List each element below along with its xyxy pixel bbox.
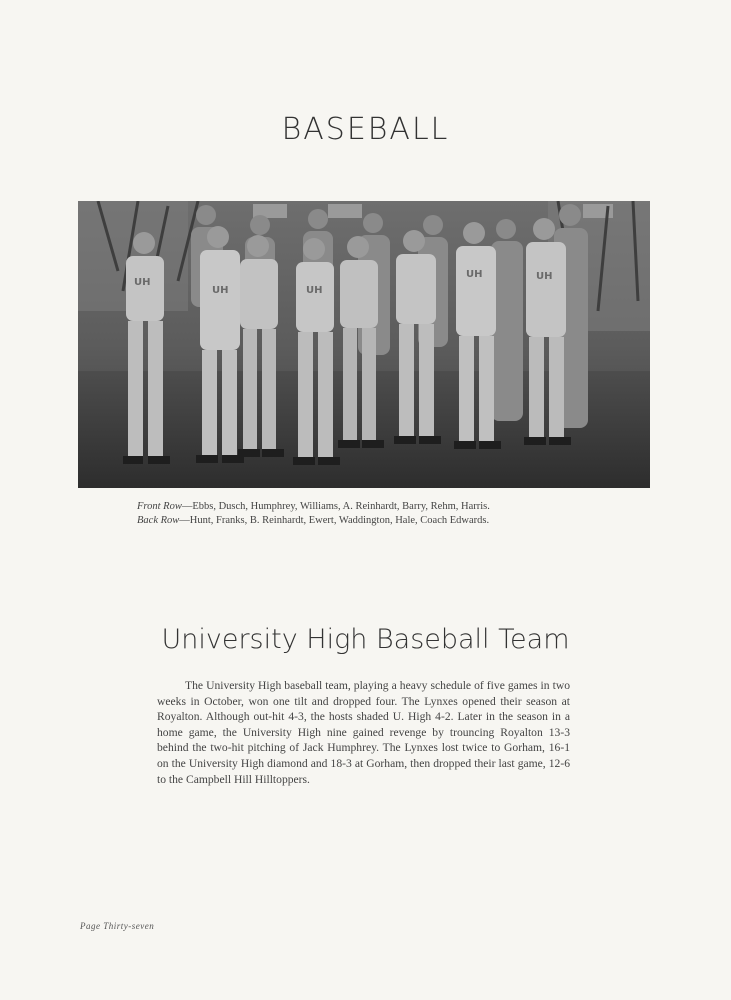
caption-back-row (137, 514, 587, 528)
section-heading: University High Baseball Team (161, 624, 570, 655)
front-row-label: Front Row (137, 501, 182, 512)
player-head (363, 213, 383, 233)
jersey-letter: UH (134, 277, 151, 288)
article-body: The University High baseball team, playing a heavy schedule of five games in two weeks in October, won one tilt and dropped four. The Lynxes opened their season at Royalton. Although out-hit 4-3, the hosts shaded U. High 4-2. Later in the season in a home game, the University High nine gained revenge by trouncing Royalton 13-3 behind the two-hit pitching of Jack Humphrey. The Lynxes lost twice to Gorham, 16-1 on the University High diamond and 18-3 at Gorham, then dropped their last game, 12-6 to the Campbell Hill Hilltoppers. (157, 679, 570, 786)
photo-window (328, 204, 362, 218)
back-row-names: —Hunt, Franks, B. Reinhardt, Ewert, Waddington, Hale, Coach Edwards. (179, 515, 490, 526)
page-title: BASEBALL (281, 112, 450, 147)
player-head (308, 209, 328, 229)
player-head (559, 204, 581, 226)
player-head (250, 215, 270, 235)
photo-caption (137, 500, 587, 528)
jersey-letter: UH (306, 285, 323, 296)
jersey-letter: UH (466, 269, 483, 280)
player-head (196, 205, 216, 225)
front-row-names: —Ebbs, Dusch, Humphrey, Williams, A. Reinhardt, Barry, Rehm, Harris. (181, 501, 490, 512)
player-head (496, 219, 516, 239)
player-head (423, 215, 443, 235)
jersey-letter: UH (212, 285, 229, 296)
page-number: Page Thirty-seven (80, 921, 155, 931)
jersey-letter: UH (536, 271, 553, 282)
caption-front-row (137, 500, 587, 514)
team-photo (78, 201, 650, 488)
back-row-label: Back Row (137, 515, 180, 526)
